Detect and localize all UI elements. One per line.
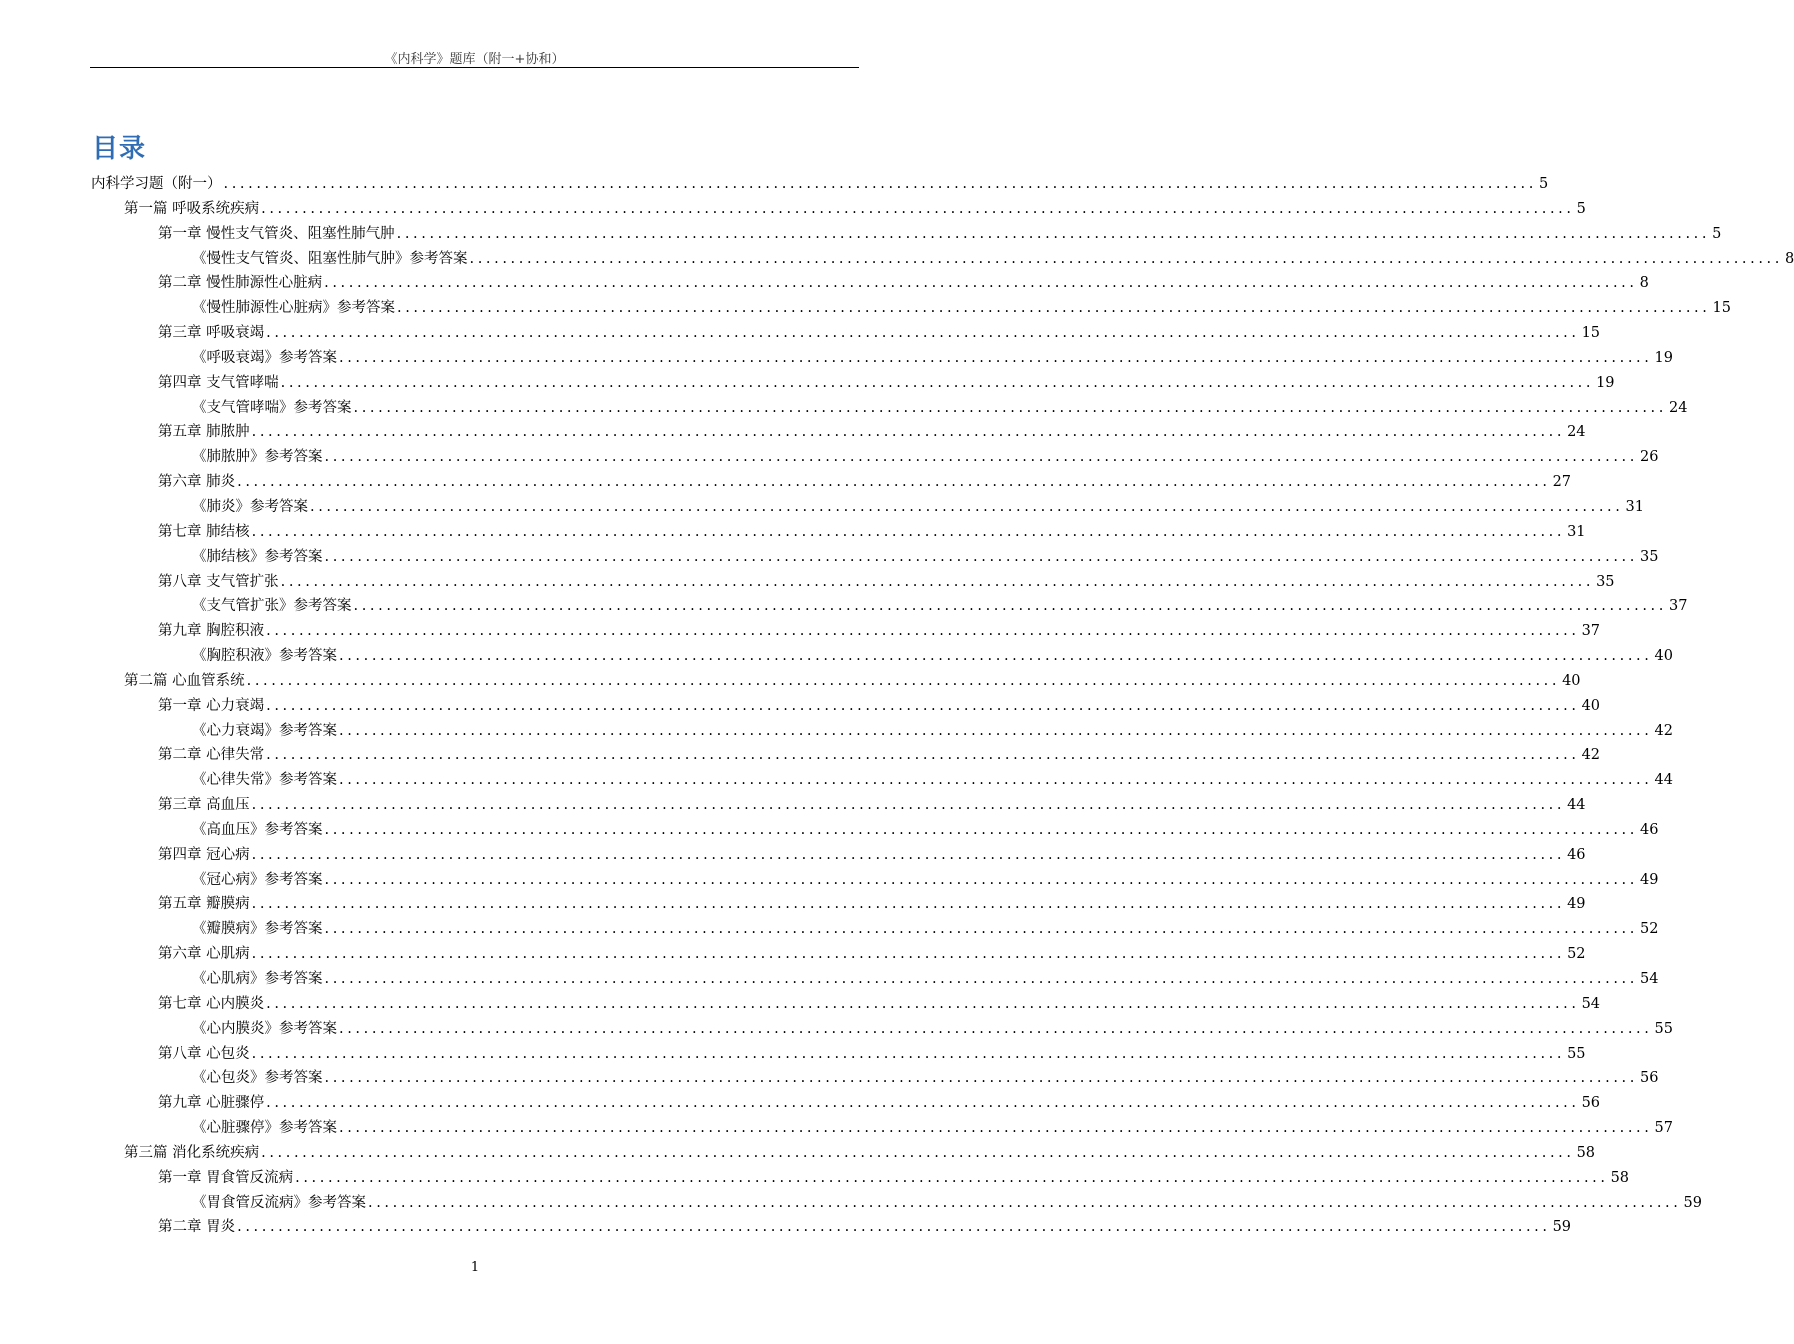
toc-entry[interactable] [91, 669, 1581, 694]
toc-title: 目录 [92, 134, 147, 164]
toc-entry[interactable] [91, 619, 1601, 644]
toc-entry[interactable] [91, 520, 1586, 545]
toc-entry-title: 《呼吸衰竭》参考答案 [192, 349, 337, 366]
toc-entry[interactable] [91, 1042, 1586, 1067]
toc-dot-leader: ................................................................................................................................................................ [339, 722, 1653, 739]
toc-entry-page: 44 [1567, 797, 1586, 814]
toc-entry[interactable] [91, 570, 1615, 595]
toc-entry[interactable] [91, 1166, 1630, 1191]
toc-dot-leader: ................................................................................................................................................................ [266, 747, 1580, 764]
toc-entry-title: 《肺脓肿》参考答案 [192, 449, 323, 466]
toc-entry-page: 26 [1639, 449, 1659, 466]
toc-entry-page: 59 [1683, 1194, 1702, 1211]
toc-entry[interactable] [91, 1116, 1673, 1141]
toc-entry-page: 40 [1562, 672, 1581, 689]
toc-entry[interactable] [91, 396, 1688, 421]
toc-entry-page: 8 [1639, 275, 1649, 292]
toc-entry-title: 第三章 高血压 [158, 797, 250, 814]
toc-entry-page: 31 [1625, 498, 1644, 515]
toc-entry-title: 第四章 支气管哮喘 [158, 374, 279, 391]
toc-dot-leader: ................................................................................................................................................................ [396, 225, 1711, 242]
toc-entry[interactable] [91, 1215, 1572, 1240]
toc-dot-leader: ................................................................................................................................................................ [251, 946, 1566, 963]
toc-dot-leader: ................................................................................................................................................................ [324, 275, 1638, 292]
toc-entry-page: 37 [1668, 598, 1688, 615]
toc-entry-page: 52 [1639, 921, 1659, 938]
toc-entry[interactable] [91, 594, 1688, 619]
toc-entry[interactable] [91, 1066, 1659, 1091]
toc-entry[interactable] [91, 1091, 1601, 1116]
toc-entry-title: 第三章 呼吸衰竭 [158, 325, 265, 342]
toc-entry[interactable] [91, 967, 1659, 992]
toc-dot-leader: ................................................................................................................................................................ [339, 1120, 1653, 1137]
toc-entry[interactable] [91, 371, 1615, 396]
toc-dot-leader: ................................................................................................................................................................ [310, 498, 1624, 515]
toc-entry[interactable] [91, 1017, 1673, 1042]
toc-entry-page: 15 [1581, 325, 1601, 342]
toc-entry-title: 《肺结核》参考答案 [192, 548, 323, 565]
toc-dot-leader: ................................................................................................................................................................ [266, 623, 1580, 640]
toc-entry-page: 40 [1581, 697, 1601, 714]
toc-dot-leader: ................................................................................................................................................................ [251, 1045, 1566, 1062]
toc-entry[interactable] [91, 470, 1572, 495]
toc-entry-page: 54 [1639, 971, 1659, 987]
toc-entry-title: 《高血压》参考答案 [192, 821, 323, 838]
toc-entry[interactable] [91, 420, 1586, 445]
toc-entry-page: 8 [1784, 250, 1794, 267]
toc-entry-title: 第九章 心脏骤停 [158, 1095, 265, 1112]
toc-entry[interactable] [91, 247, 1794, 272]
toc-entry-title: 《胸腔积液》参考答案 [192, 648, 337, 665]
toc-entry-title: 第四章 冠心病 [158, 846, 250, 863]
toc-dot-leader: ................................................................................................................................................................ [251, 896, 1566, 913]
toc-entry-title: 第一篇 呼吸系统疾病 [124, 200, 260, 217]
toc-entry-page: 46 [1639, 821, 1659, 838]
toc-dot-leader: ................................................................................................................................................................ [353, 399, 1667, 416]
toc-dot-leader: ................................................................................................................................................................ [266, 995, 1580, 1012]
toc-entry-page: 49 [1567, 896, 1586, 913]
toc-dot-leader: ................................................................................................................................................................ [266, 697, 1580, 714]
toc-dot-leader: ................................................................................................................................................................ [261, 1144, 1575, 1161]
toc-entry[interactable] [91, 545, 1659, 570]
toc-entry-title: 第三篇 消化系统疾病 [124, 1144, 260, 1161]
toc-entry-title: 第九章 胸腔积液 [158, 623, 265, 640]
toc-entry-page: 57 [1654, 1120, 1673, 1137]
toc-entry-title: 第八章 支气管扩张 [158, 573, 279, 590]
toc-entry-title: 第一章 心力衰竭 [158, 697, 265, 714]
toc-entry[interactable] [91, 346, 1673, 371]
toc-dot-leader: ................................................................................................................................................................ [223, 176, 1537, 192]
toc-dot-leader: ................................................................................................................................................................ [266, 1095, 1580, 1112]
toc-entry-page: 19 [1596, 374, 1615, 391]
toc-entry-title: 第二章 心律失常 [158, 747, 265, 764]
toc-dot-leader: ................................................................................................................................................................ [261, 200, 1575, 217]
toc-entry-page: 52 [1567, 946, 1586, 963]
toc-entry-page: 56 [1581, 1095, 1601, 1112]
toc-dot-leader: ................................................................................................................................................................ [251, 424, 1566, 441]
toc-entry-page: 42 [1581, 747, 1601, 764]
toc-entry-page: 58 [1610, 1169, 1630, 1186]
toc-entry[interactable] [91, 222, 1722, 247]
toc-entry[interactable] [91, 694, 1601, 719]
toc-entry-title: 《心内膜炎》参考答案 [192, 1020, 337, 1037]
toc-entry[interactable] [91, 321, 1601, 346]
header-rule [90, 67, 859, 68]
toc-entry[interactable] [91, 942, 1586, 967]
toc-dot-leader: ................................................................................................................................................................ [246, 672, 1561, 689]
toc-entry-page: 24 [1668, 399, 1688, 416]
toc-entry[interactable] [91, 197, 1586, 222]
toc-entry[interactable] [91, 1141, 1596, 1166]
toc-entry-title: 第二篇 心血管系统 [124, 672, 245, 689]
toc-dot-leader: ................................................................................................................................................................ [339, 349, 1653, 366]
toc-dot-leader: ................................................................................................................................................................ [324, 548, 1638, 565]
toc-dot-leader: ................................................................................................................................................................ [251, 797, 1566, 814]
toc-entry-page: 15 [1712, 300, 1731, 317]
toc-dot-leader: ................................................................................................................................................................ [295, 1169, 1609, 1186]
toc-entry[interactable] [91, 917, 1659, 942]
toc-entry-title: 第二章 慢性肺源性心脏病 [158, 275, 323, 292]
toc-entry-title: 《胃食管反流病》参考答案 [192, 1194, 366, 1211]
toc-entry-page: 19 [1654, 349, 1673, 366]
toc-dot-leader: ................................................................................................................................................................ [324, 1070, 1638, 1087]
toc-entry[interactable] [91, 743, 1601, 768]
toc-dot-leader: ................................................................................................................................................................ [339, 772, 1653, 789]
toc-entry-page: 46 [1567, 846, 1586, 863]
toc-entry-page: 5 [1576, 200, 1586, 217]
toc-entry[interactable] [91, 768, 1673, 793]
toc-entry-page: 5 [1712, 225, 1722, 242]
toc-entry[interactable] [91, 793, 1586, 818]
toc-entry-page: 24 [1567, 424, 1586, 441]
toc-entry-title: 第五章 肺脓肿 [158, 424, 250, 441]
toc-entry-page: 58 [1576, 1144, 1596, 1161]
toc-entry-title: 《心包炎》参考答案 [192, 1070, 323, 1087]
toc-entry-title: 第五章 瓣膜病 [158, 896, 250, 913]
toc-dot-leader: ................................................................................................................................................................ [251, 846, 1566, 863]
toc-entry-page: 27 [1552, 474, 1572, 491]
toc-entry-page: 35 [1639, 548, 1659, 565]
toc-entry-title: 第六章 肺炎 [158, 474, 236, 491]
toc-entry[interactable] [91, 719, 1673, 744]
toc-entry-page: 55 [1654, 1020, 1673, 1037]
toc-entry[interactable] [91, 495, 1644, 520]
toc-entry-title: 《慢性肺源性心脏病》参考答案 [192, 300, 395, 317]
toc-entry[interactable] [91, 992, 1601, 1017]
toc-entry-title: 《心律失常》参考答案 [192, 772, 337, 789]
page-number: 1 [470, 1260, 480, 1275]
toc-entry[interactable] [91, 868, 1659, 893]
toc-entry-page: 35 [1596, 573, 1615, 590]
toc-entry-title: 《肺炎》参考答案 [192, 498, 308, 515]
toc-entry-title: 《支气管扩张》参考答案 [192, 598, 352, 615]
toc-entry-title: 《支气管哮喘》参考答案 [192, 399, 352, 416]
toc-entry[interactable] [91, 271, 1649, 296]
toc-entry-page: 5 [1538, 176, 1549, 192]
toc-dot-leader: ................................................................................................................................................................ [324, 821, 1638, 838]
toc-entry-page: 59 [1552, 1219, 1572, 1236]
toc-entry-title: 《心脏骤停》参考答案 [192, 1120, 337, 1137]
toc-entry-page: 40 [1654, 648, 1673, 665]
toc-entry-title: 第六章 心肌病 [158, 946, 250, 963]
toc-dot-leader: ................................................................................................................................................................ [368, 1194, 1682, 1211]
toc-entry-title: 《心力衰竭》参考答案 [192, 722, 337, 739]
toc-entry[interactable] [91, 644, 1673, 669]
toc-dot-leader: ................................................................................................................................................................ [324, 449, 1638, 466]
toc-entry-title: 《冠心病》参考答案 [192, 871, 323, 888]
toc-dot-leader: ................................................................................................................................................................ [397, 300, 1711, 317]
toc-dot-leader: ................................................................................................................................................................ [324, 971, 1638, 987]
table-of-contents [91, 172, 1794, 1240]
running-header: 《内科学》题库（附一+协和） [384, 52, 565, 67]
toc-dot-leader: ................................................................................................................................................................ [339, 648, 1653, 665]
toc-entry-title: 《瓣膜病》参考答案 [192, 921, 323, 938]
toc-dot-leader: ................................................................................................................................................................ [266, 325, 1580, 342]
toc-entry[interactable] [91, 296, 1731, 321]
toc-entry-title: 《心肌病》参考答案 [192, 971, 323, 987]
toc-dot-leader: ................................................................................................................................................................ [324, 921, 1638, 938]
toc-dot-leader: ................................................................................................................................................................ [237, 1219, 1551, 1236]
toc-entry-page: 55 [1567, 1045, 1586, 1062]
toc-entry-page: 49 [1639, 871, 1659, 888]
toc-dot-leader: ................................................................................................................................................................ [280, 374, 1595, 391]
toc-dot-leader: ................................................................................................................................................................ [251, 523, 1566, 540]
toc-dot-leader: ................................................................................................................................................................ [353, 598, 1667, 615]
toc-entry[interactable] [91, 445, 1659, 470]
toc-dot-leader: ................................................................................................................................................................ [237, 474, 1551, 491]
toc-entry-page: 31 [1567, 523, 1586, 540]
toc-entry-title: 第一章 胃食管反流病 [158, 1169, 294, 1186]
toc-entry[interactable] [91, 818, 1659, 843]
toc-dot-leader: ................................................................................................................................................................ [324, 871, 1638, 888]
toc-dot-leader: ................................................................................................................................................................ [339, 1020, 1653, 1037]
toc-entry-title: 第七章 肺结核 [158, 523, 250, 540]
toc-entry-title: 内科学习题（附一） [91, 176, 222, 192]
toc-entry-page: 37 [1581, 623, 1601, 640]
toc-entry-title: 《慢性支气管炎、阻塞性肺气肿》参考答案 [192, 250, 468, 267]
toc-entry[interactable] [91, 1191, 1702, 1216]
toc-entry-page: 42 [1654, 722, 1673, 739]
toc-entry[interactable] [91, 172, 1549, 197]
toc-entry-page: 54 [1581, 995, 1601, 1012]
toc-entry[interactable] [91, 843, 1586, 868]
toc-entry-page: 56 [1639, 1070, 1659, 1087]
toc-entry-page: 44 [1654, 772, 1673, 789]
toc-entry-title: 第七章 心内膜炎 [158, 995, 265, 1012]
toc-entry-title: 第八章 心包炎 [158, 1045, 250, 1062]
toc-entry-title: 第一章 慢性支气管炎、阻塞性肺气肿 [158, 225, 395, 242]
toc-entry[interactable] [91, 892, 1586, 917]
toc-entry-title: 第二章 胃炎 [158, 1219, 236, 1236]
toc-dot-leader: ................................................................................................................................................................ [280, 573, 1595, 590]
toc-dot-leader: ................................................................................................................................................................ [469, 250, 1783, 267]
